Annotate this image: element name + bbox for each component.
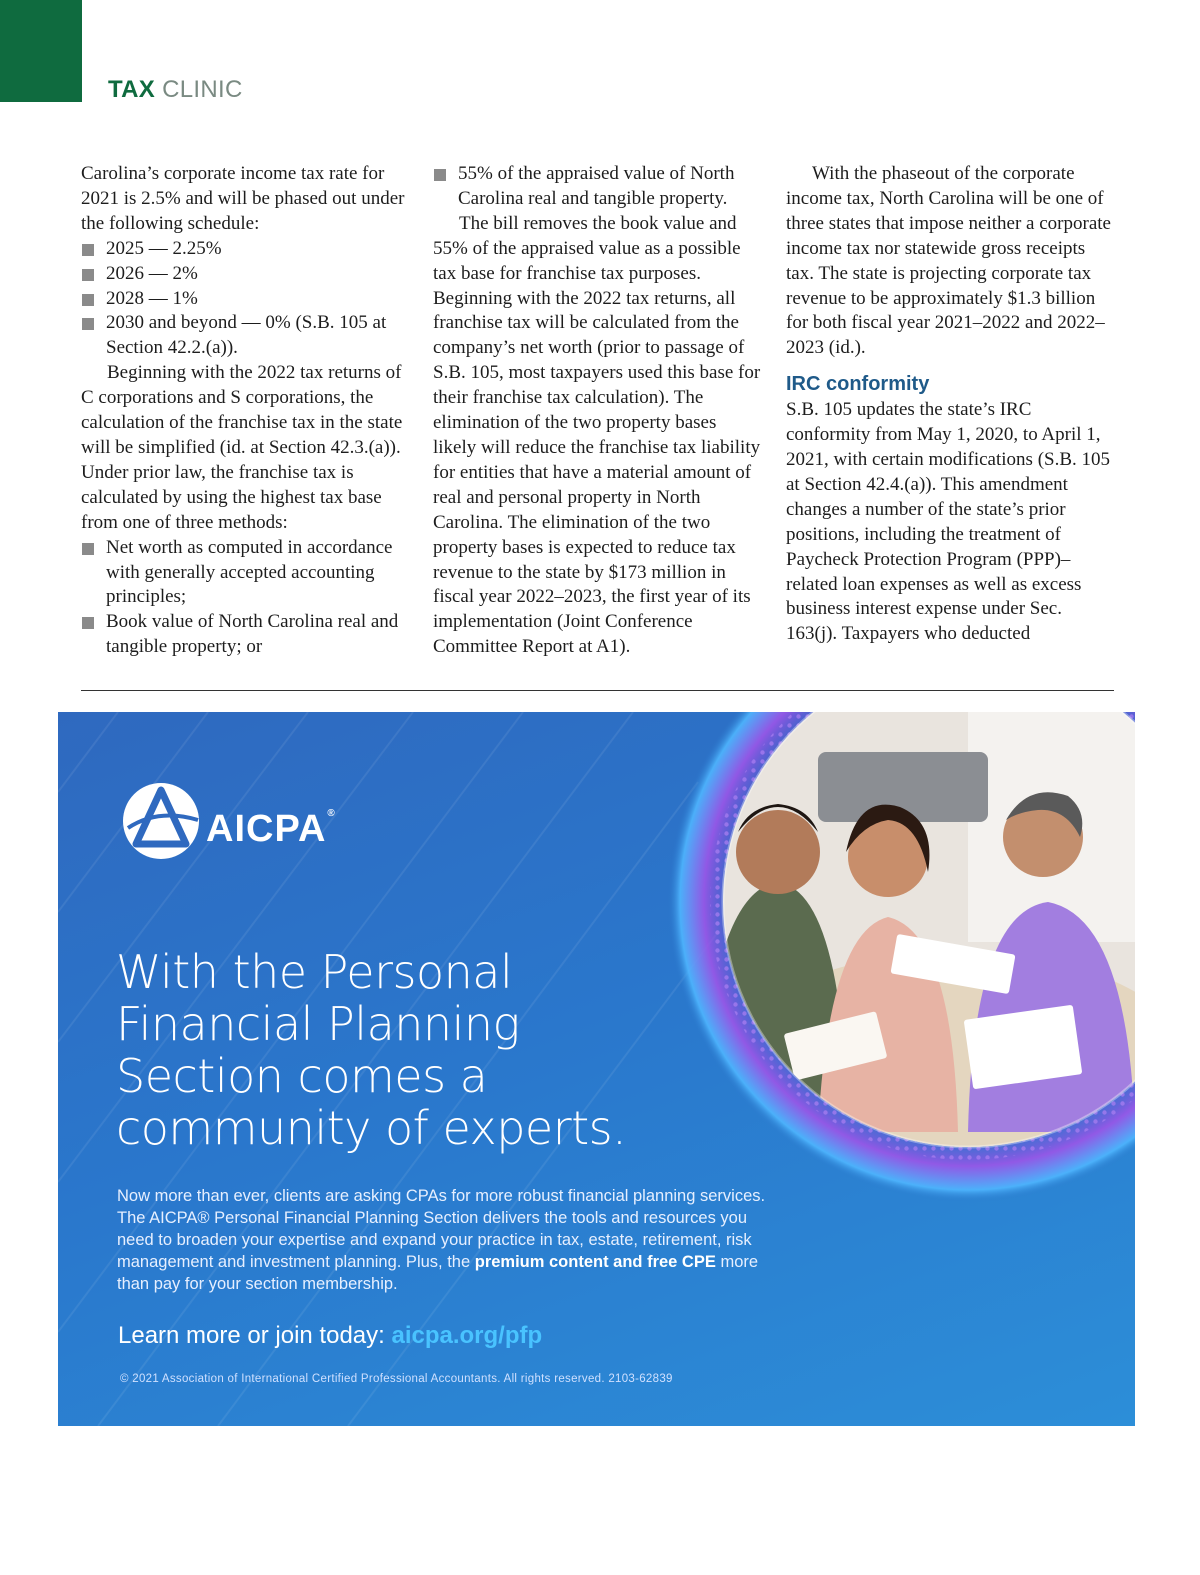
headline-line: Financial Planning bbox=[116, 997, 520, 1051]
ad-headline bbox=[116, 946, 676, 1154]
method-item: Book value of North Carolina real and tangible property; or bbox=[81, 610, 413, 660]
headline-line: Section comes a bbox=[116, 1049, 488, 1103]
ad-body-emphasis: premium content and free CPE bbox=[474, 1253, 716, 1271]
col1-intro: Carolina’s corporate income tax rate for 2021 is 2.5% and will be phased out under the following schedule: bbox=[81, 163, 405, 234]
aicpa-wordmark: AICPA® bbox=[206, 808, 336, 850]
article-column-1 bbox=[81, 162, 413, 660]
bullet-square-icon bbox=[82, 617, 94, 629]
advisors-photo bbox=[668, 712, 1135, 1426]
call-to-action bbox=[118, 1322, 542, 1350]
col3-paragraph-2: S.B. 105 updates the state’s IRC conformity from May 1, 2020, to April 1, 2021, with certain modifications (S.B. 105 at Section 42.4.(a)). This amendment changes a number of the state’s prior positions, including the treatment of Paycheck Protection Program (PPP)–related loan expenses as well as excess business interest expense under Sec. 163(j). Taxpayers who deducted bbox=[786, 399, 1111, 645]
schedule-item: 2026 — 2% bbox=[81, 262, 413, 287]
col2-paragraph: The bill removes the book value and 55% of the appraised value as a possible tax base for franchise tax purposes. Beginning with the 2022 tax returns, all franchise tax will be calculated from the company’s net worth (prior to passage of S.B. 105, most taxpayers used this base for their franchise tax calculation). The elimination of the two property bases likely will reduce the franchise tax liability for entities that have a material amount of real and personal property in North Carolina. The elimination of the two property bases is expected to reduce tax revenue to the state by $173 million in fiscal year 2022–2023, the first year of its implementation (Joint Conference Committee Report at A1). bbox=[433, 212, 761, 658]
aicpa-advertisement[interactable] bbox=[58, 712, 1135, 1426]
article-column-2 bbox=[433, 162, 763, 660]
headline-line: With the Personal bbox=[116, 945, 513, 999]
schedule-item: 2030 and beyond — 0% (S.B. 105 at Section 42.2.(a)). bbox=[81, 311, 413, 361]
schedule-item: 2028 — 1% bbox=[81, 287, 413, 312]
divider-rule bbox=[81, 690, 1114, 691]
section-label-light: CLINIC bbox=[162, 76, 243, 103]
col3-paragraph: With the phaseout of the corporate income tax, North Carolina will be one of three states that impose neither a corporate income tax nor statewide gross receipts tax. The state is projecting corporate tax revenue to be approximately $1.3 billion for both fiscal year 2021–2022 and 2022–2023 (id.). bbox=[786, 163, 1111, 359]
bullet-square-icon bbox=[82, 543, 94, 555]
section-label-bold: TAX bbox=[108, 76, 156, 103]
copyright-notice: © 2021 Association of International Certified Professional Accountants. All rights reserved. 2103-62839 bbox=[120, 1373, 673, 1385]
bullet-square-icon bbox=[82, 318, 94, 330]
ad-body-copy: Now more than ever, clients are asking CPAs for more robust financial planning services. The AICPA® Personal Financial Planning Section delivers the tools and resources you need to broaden your expertise and expand your practice in tax, estate, retirement, risk management and investment planning. Plus, the premium content and free CPE more than pay for your section membership. bbox=[117, 1187, 766, 1293]
cta-link[interactable]: aicpa.org/pfp bbox=[391, 1322, 543, 1349]
section-label bbox=[108, 76, 243, 104]
headline-line: community of experts. bbox=[116, 1101, 627, 1155]
method-item: 55% of the appraised value of North Carolina real and tangible property. bbox=[433, 162, 763, 212]
bullet-square-icon bbox=[82, 244, 94, 256]
subheading-irc-conformity: IRC conformity bbox=[786, 373, 930, 396]
bullet-square-icon bbox=[82, 269, 94, 281]
col1-paragraph: Beginning with the 2022 tax returns of C corporations and S corporations, the calculation of the franchise tax in the state will be simplified (id. at Section 42.3.(a)). Under prior law, the franchise tax is calculated by using the highest tax base from one of three methods: bbox=[81, 362, 403, 533]
section-color-tab bbox=[0, 0, 82, 102]
aicpa-globe-icon bbox=[118, 778, 204, 864]
cta-prefix: Learn more or join today: bbox=[118, 1322, 385, 1349]
bullet-square-icon bbox=[434, 169, 446, 181]
bullet-square-icon bbox=[82, 294, 94, 306]
schedule-item: 2025 — 2.25% bbox=[81, 237, 413, 262]
article-column-3 bbox=[786, 162, 1116, 647]
method-item: Net worth as computed in accordance with generally accepted accounting principles; bbox=[81, 536, 413, 611]
